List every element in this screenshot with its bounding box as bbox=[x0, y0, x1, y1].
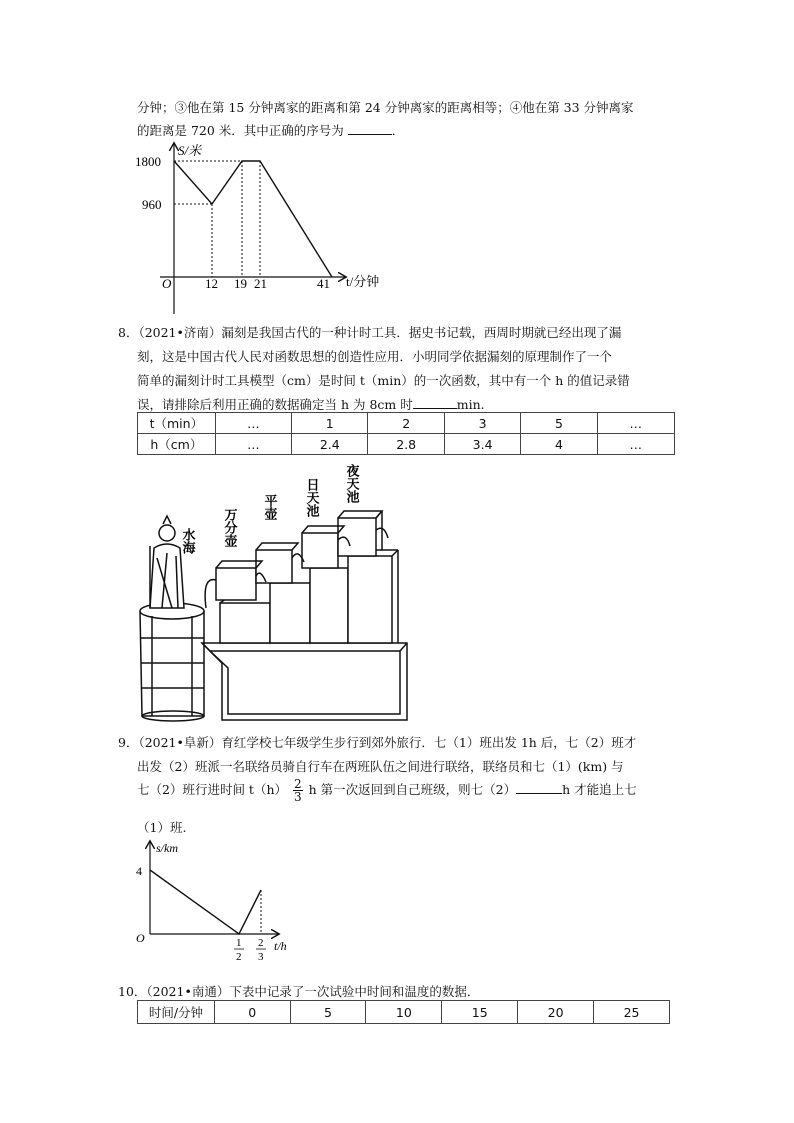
q8-water-clock-illustration bbox=[132, 458, 424, 724]
q8-text-line-1: 8．（2021•济南）漏刻是我国古代的一种计时工具．据史书记载，西周时期就已经出现了漏 bbox=[118, 325, 622, 340]
q8-cell: 2 bbox=[368, 413, 444, 434]
q8-cell: 2.4 bbox=[292, 434, 368, 455]
q7-answer-blank[interactable] bbox=[348, 122, 392, 135]
q9-origin-label: O bbox=[136, 931, 145, 945]
q7-ytick-1800: 1800 bbox=[135, 154, 161, 169]
q9-xtick-half-den: 2 bbox=[236, 951, 242, 963]
q8-data-table bbox=[137, 412, 675, 455]
q7-xtick-21: 21 bbox=[254, 276, 267, 291]
q7-origin-label: O bbox=[162, 276, 172, 291]
q8-text-line-4 bbox=[137, 395, 485, 413]
q8-cell: t（min） bbox=[138, 413, 216, 434]
q8-text-line-3: 简单的漏刻计时工具模型（cm）是时间 t（min）的一次函数，其中有一个 h 的值记录错 bbox=[137, 373, 630, 388]
q9-xtick-twothirds-den: 3 bbox=[258, 951, 264, 963]
q7-text-line-1: 分钟；③他在第 15 分钟离家的距离和第 24 分钟离家的距离相等；④他在第 33 分钟离家 bbox=[137, 100, 634, 115]
q9-text-line-1: 9．（2021•阜新）育红学校七年级学生步行到郊外旅行．七（1）班出发 1h 后，七（2）班才 bbox=[118, 735, 637, 750]
q10-cell: 时间/分钟 bbox=[138, 1001, 215, 1024]
q7-x-axis-label: t/分钟 bbox=[346, 274, 380, 289]
q8-label-yetianchi: 夜天池 bbox=[344, 464, 360, 503]
q10-cell: 15 bbox=[442, 1001, 518, 1024]
q8-answer-blank[interactable] bbox=[413, 396, 457, 409]
q8-label-wanfenhu: 万分壶 bbox=[222, 508, 238, 547]
q10-cell: 5 bbox=[290, 1001, 366, 1024]
q8-label-pingshui: 平壶 bbox=[262, 494, 278, 520]
q9-answer-blank[interactable] bbox=[516, 781, 562, 794]
q9-fraction-two-thirds: $\frac{2}{3}$ bbox=[294, 777, 302, 804]
q9-text-line-3b: h 第一次返回到自己班级，则七（2） bbox=[308, 782, 517, 797]
q8-cell: h（cm） bbox=[138, 434, 216, 455]
q9-xtick-twothirds-num: 2 bbox=[258, 937, 264, 949]
q9-text-line-3a: 七（2）班行进时间 t（h） bbox=[137, 782, 288, 797]
q8-label-ritianchi: 日天池 bbox=[304, 478, 320, 517]
q8-cell: … bbox=[597, 434, 674, 455]
table-row bbox=[138, 1001, 670, 1024]
q9-ytick-4: 4 bbox=[136, 864, 142, 878]
q8-cell: … bbox=[215, 413, 291, 434]
q9-y-axis-label: s/km bbox=[156, 841, 178, 855]
q10-cell: 0 bbox=[214, 1001, 290, 1024]
q8-cell: 2.8 bbox=[368, 434, 444, 455]
table-row bbox=[138, 434, 675, 455]
q7-distance-time-graph bbox=[130, 138, 400, 318]
q7-xtick-19: 19 bbox=[234, 276, 247, 291]
q7-xtick-41: 41 bbox=[317, 276, 330, 291]
q8-cell: 3.4 bbox=[444, 434, 520, 455]
q9-distance-time-graph bbox=[128, 838, 298, 970]
q8-cell: 1 bbox=[292, 413, 368, 434]
q9-x-axis-label: t/h bbox=[274, 939, 287, 953]
q8-cell: … bbox=[215, 434, 291, 455]
q7-distance-line bbox=[174, 161, 332, 277]
q8-cell: 4 bbox=[521, 434, 597, 455]
q9-text-line-3 bbox=[137, 778, 637, 803]
q9-text-line-3c: h 才能追上七 bbox=[562, 782, 637, 797]
q10-cell: 20 bbox=[518, 1001, 594, 1024]
q7-text-line-2 bbox=[137, 121, 404, 139]
q7-y-axis-label: S/米 bbox=[178, 143, 202, 158]
q10-cell: 25 bbox=[594, 1001, 670, 1024]
q10-data-table bbox=[137, 1000, 670, 1024]
q8-text-line-2: 刻，这是中国古代人民对函数思想的创造性应用．小明同学依据漏刻的原理制作了一个 bbox=[137, 349, 613, 364]
q10-cell: 10 bbox=[366, 1001, 442, 1024]
q8-text-line-4a: 误，请排除后利用正确的数据确定当 h 为 8cm 时 bbox=[137, 397, 413, 412]
table-row bbox=[138, 413, 675, 434]
q7-text-line-2b: ． bbox=[391, 123, 405, 138]
q8-text-line-4b: min. bbox=[456, 397, 485, 412]
q8-cell: … bbox=[597, 413, 674, 434]
q9-distance-line bbox=[150, 870, 261, 934]
q8-cell: 3 bbox=[444, 413, 520, 434]
q7-ytick-960: 960 bbox=[142, 197, 162, 212]
q9-text-line-2: 出发（2）班派一名联络员骑自行车在两班队伍之间进行联络，联络员和七（1）(km) 与 bbox=[137, 759, 624, 774]
q7-text-line-2a: 的距离是 720 米．其中正确的序号为 bbox=[137, 123, 344, 138]
q9-xtick-half-num: 1 bbox=[236, 937, 242, 949]
q8-cell: 5 bbox=[521, 413, 597, 434]
q7-xtick-12: 12 bbox=[205, 276, 218, 291]
q10-text-line-1: 10．（2021•南通）下表中记录了一次试验中时间和温度的数据． bbox=[118, 984, 480, 999]
q9-text-line-4: （1）班. bbox=[137, 820, 187, 835]
q8-label-shuihai: 水海 bbox=[180, 528, 196, 554]
